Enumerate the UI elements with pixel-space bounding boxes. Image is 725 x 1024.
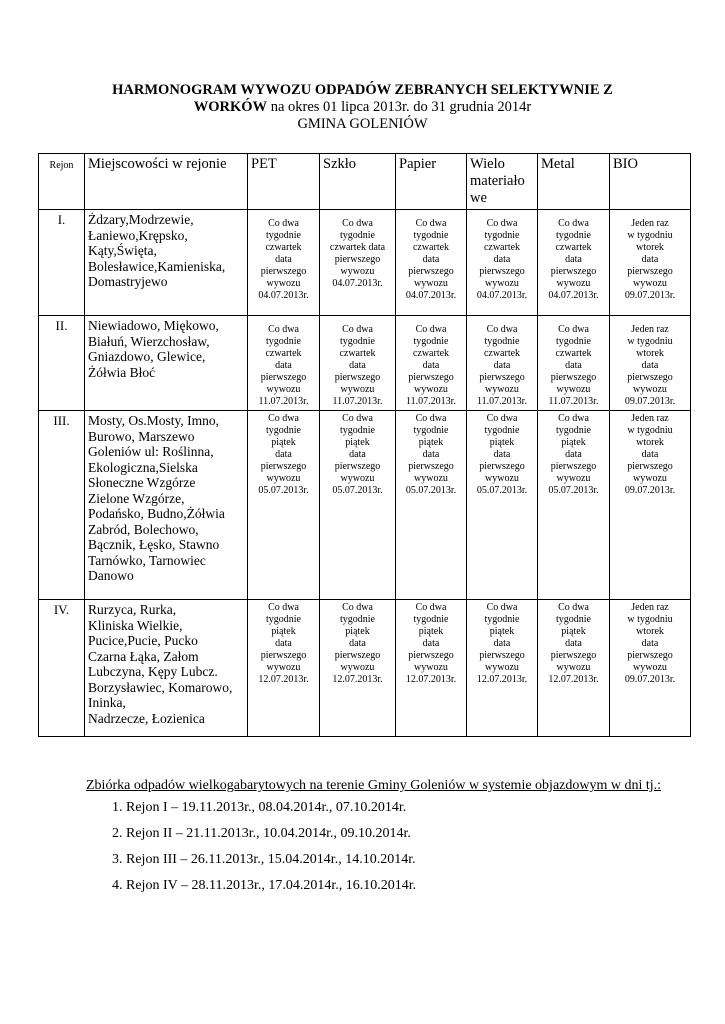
cell-line: tygodnie (340, 230, 375, 241)
cell-line: Co dwa (486, 413, 518, 424)
cell-line: data (275, 360, 292, 371)
header-towns: Miejscowości w rejonie (85, 154, 248, 210)
bulky-waste-section (86, 778, 686, 904)
rejon-cell: IV. (39, 600, 85, 737)
cell-line: wywozu (633, 473, 667, 484)
town-line: Lubczyna, Kępy Lubcz. (88, 664, 218, 679)
cell-line: czwartek (265, 242, 302, 253)
cell-line: piątek (489, 626, 515, 637)
cell-line: czwartek (412, 348, 450, 359)
cell-line: data (422, 254, 440, 265)
cell-line: tygodnie (556, 614, 591, 625)
cell-line: Jeden raz (631, 413, 669, 424)
town-line: Słoneczne Wzgórze (88, 475, 196, 490)
document-title (0, 82, 725, 133)
schedule-cell-bio (610, 316, 691, 411)
schedule-cell-bio (610, 210, 691, 316)
cell-line: tygodnie (340, 425, 375, 436)
town-line: Łaniewo,Krępsko, (88, 227, 188, 243)
cell-line: tygodnie (340, 336, 375, 347)
cell-line: wywozu (485, 473, 519, 484)
cell-line: data (641, 638, 659, 649)
cell-line: Co dwa (558, 413, 589, 424)
header-metal: Metal (538, 154, 610, 210)
cell-line: pierwszego (260, 461, 307, 472)
title-line-2 (0, 99, 725, 116)
cell-line: tygodnie (266, 336, 301, 347)
cell-line: wywozu (414, 384, 448, 395)
cell-line: Co dwa (415, 413, 447, 424)
cell-line: wywozu (266, 384, 301, 395)
header-multimaterial: Wielo materiało we (467, 154, 538, 210)
cell-line: 04.07.2013r. (476, 290, 528, 301)
cell-line: Co dwa (268, 324, 299, 335)
cell-line: Co dwa (558, 324, 589, 335)
header-glass: Szkło (320, 154, 396, 210)
cell-line: Co dwa (486, 218, 518, 229)
cell-line: data (349, 638, 366, 649)
cell-line: w tygodniu (627, 425, 673, 436)
schedule-cell-paper (396, 411, 467, 600)
cell-line: pierwszego (627, 372, 673, 383)
cell-line: data (565, 449, 582, 460)
cell-line: 04.07.2013r. (332, 278, 383, 289)
header-bio: BIO (610, 154, 691, 210)
cell-line: data (565, 638, 582, 649)
cell-line: tygodnie (413, 425, 449, 436)
town-line: Borzysławiec, Komarowo, (88, 679, 233, 695)
cell-line: 04.07.2013r. (405, 290, 457, 301)
cell-line: wywozu (633, 384, 667, 395)
cell-line: pierwszego (334, 372, 381, 383)
cell-line: w tygodniu (627, 614, 673, 625)
title-line-2-bold: WORKÓW (193, 99, 268, 115)
towns-cell (85, 210, 248, 316)
cell-line: tygodnie (556, 425, 591, 436)
cell-line: pierwszego (550, 372, 597, 383)
cell-line: Jeden raz (631, 218, 669, 229)
cell-line: 11.07.2013r. (332, 396, 383, 407)
cell-line: 05.07.2013r. (405, 485, 457, 496)
cell-line: Co dwa (268, 602, 299, 613)
cell-line: data (565, 360, 582, 371)
cell-line: pierwszego (479, 372, 525, 383)
cell-line: data (275, 449, 292, 460)
schedule-cell-glass (320, 210, 396, 316)
cell-line: tygodnie (484, 336, 520, 347)
cell-line: Co dwa (268, 413, 299, 424)
town-line: Bolesławice,Kamieniska, (88, 258, 226, 274)
cell-line: 12.07.2013r. (548, 674, 599, 685)
cell-line: wywozu (340, 662, 375, 673)
cell-line: data (422, 638, 440, 649)
schedule-cell-bio (610, 600, 691, 737)
cell-line: Co dwa (342, 218, 373, 229)
cell-line: wywozu (266, 662, 301, 673)
cell-line: tygodnie (340, 614, 375, 625)
cell-line: piątek (271, 626, 296, 637)
cell-line: czwartek (555, 242, 592, 253)
cell-line: Co dwa (558, 218, 589, 229)
schedule-cell-glass (320, 316, 396, 411)
town-line: Pucice,Pucie, Pucko (88, 633, 198, 648)
cell-line: 05.07.2013r. (258, 485, 309, 496)
cell-line: data (565, 254, 582, 265)
town-line: Kąty,Święta, (88, 243, 157, 258)
cell-line: 05.07.2013r. (332, 485, 383, 496)
cell-line: w tygodniu (627, 230, 673, 241)
cell-line: tygodnie (556, 230, 591, 241)
town-line: Danowo (88, 568, 134, 583)
cell-line: data (641, 449, 659, 460)
schedule-cell-paper (396, 600, 467, 737)
cell-line: piątek (418, 437, 444, 448)
schedule-cell-pet (248, 600, 320, 737)
list-item: 2. Rejon II – 21.11.2013r., 10.04.2014r., 09.10.2014r. (126, 826, 686, 842)
cell-line: wywozu (485, 384, 519, 395)
town-line: Żółwia Błoć (88, 364, 156, 380)
cell-line: wywozu (556, 278, 591, 289)
cell-line: tygodnie (413, 230, 449, 241)
cell-line: 12.07.2013r. (258, 674, 309, 685)
cell-line: piątek (345, 626, 370, 637)
cell-line: pierwszego (550, 266, 597, 277)
schedule-cell-pet (248, 316, 320, 411)
cell-line: 09.07.2013r. (624, 290, 676, 301)
cell-line: data (493, 449, 511, 460)
town-line: Gniazdowo, Glewice, (88, 349, 206, 364)
cell-line: pierwszego (408, 372, 454, 383)
cell-line: Jeden raz (631, 324, 669, 335)
town-line: Ininka, (88, 695, 126, 710)
cell-line: wywozu (556, 662, 591, 673)
cell-line: piątek (345, 437, 370, 448)
bulky-waste-intro: Zbiórka odpadów wielkogabarytowych na terenie Gminy Goleniów w systemie objazdowym w dni tj.: (86, 778, 662, 793)
bulky-waste-list (86, 800, 686, 894)
cell-line: wtorek (636, 626, 664, 637)
schedule-table (38, 153, 691, 737)
schedule-cell-pet (248, 210, 320, 316)
cell-line: pierwszego (260, 372, 307, 383)
towns-cell (85, 600, 248, 737)
cell-line: 12.07.2013r. (476, 674, 528, 685)
town-line: Ekologiczna,Sielska (88, 459, 198, 475)
cell-line: 05.07.2013r. (476, 485, 528, 496)
cell-line: 04.07.2013r. (258, 290, 309, 301)
schedule-cell-bio (610, 411, 691, 600)
cell-line: pierwszego (334, 650, 381, 661)
cell-line: Co dwa (558, 602, 589, 613)
town-line: Czarna Łąka, Załom (88, 648, 199, 664)
cell-line: pierwszego (408, 461, 454, 472)
cell-line: pierwszego (334, 254, 381, 265)
town-line: Niewiadowo, Miękowo, (88, 318, 219, 333)
cell-line: pierwszego (550, 461, 597, 472)
town-line: Podańsko, Budno,Żółwia (88, 506, 225, 521)
cell-line: wywozu (414, 473, 448, 484)
cell-line: Co dwa (486, 602, 518, 613)
cell-line: data (422, 360, 440, 371)
cell-line: 12.07.2013r. (332, 674, 383, 685)
title-line-3: GMINA GOLENIÓW (297, 116, 428, 132)
cell-line: 09.07.2013r. (624, 674, 676, 685)
cell-line: pierwszego (479, 461, 525, 472)
town-line: Nadrzecze, Łozienica (88, 710, 205, 726)
cell-line: 12.07.2013r. (405, 674, 457, 685)
town-line: Zabród, Bolechowo, (88, 521, 199, 537)
schedule-cell-paper (396, 210, 467, 316)
cell-line: data (493, 638, 511, 649)
cell-line: Co dwa (486, 324, 518, 335)
cell-line: Co dwa (268, 218, 299, 229)
cell-line: piątek (418, 626, 444, 637)
cell-line: 04.07.2013r. (548, 290, 599, 301)
cell-line: tygodnie (413, 614, 449, 625)
cell-line: pierwszego (408, 650, 454, 661)
towns-cell (85, 316, 248, 411)
cell-line: piątek (271, 437, 296, 448)
cell-line: 11.07.2013r. (258, 396, 309, 407)
header-rejon: Rejon (39, 154, 85, 210)
cell-line: czwartek (412, 242, 450, 253)
cell-line: tygodnie (413, 336, 449, 347)
cell-line: Co dwa (342, 413, 373, 424)
cell-line: wywozu (340, 473, 375, 484)
town-line: Domastryjewo (88, 274, 168, 289)
cell-line: data (349, 449, 366, 460)
town-line: Białuń, Wierzchosław, (88, 333, 210, 349)
cell-line: wywozu (633, 662, 667, 673)
town-line: Bącznik, Łęsko, Stawno (88, 537, 220, 552)
cell-line: tygodnie (484, 425, 520, 436)
cell-line: pierwszego (550, 650, 597, 661)
cell-line: Co dwa (342, 324, 373, 335)
cell-line: data (349, 360, 366, 371)
cell-line: tygodnie (556, 336, 591, 347)
cell-line: czwartek (483, 242, 521, 253)
schedule-cell-metal (538, 600, 610, 737)
cell-line: pierwszego (260, 650, 307, 661)
cell-line: czwartek (555, 348, 592, 359)
cell-line: wywozu (340, 384, 375, 395)
cell-line: data (493, 254, 511, 265)
cell-line: piątek (561, 626, 586, 637)
cell-line: czwartek (265, 348, 302, 359)
town-line: Żdzary,Modrzewie, (88, 212, 194, 227)
cell-line: wywozu (266, 278, 301, 289)
rejon-cell: II. (39, 316, 85, 411)
cell-line: 11.07.2013r. (406, 396, 456, 407)
list-item: 1. Rejon I – 19.11.2013r., 08.04.2014r., 07.10.2014r. (126, 800, 686, 816)
town-line: Goleniów ul: Roślinna, (88, 444, 214, 459)
cell-line: 11.07.2013r. (548, 396, 599, 407)
cell-line: data (422, 449, 440, 460)
schedule-cell-metal (538, 210, 610, 316)
cell-line: data (641, 360, 659, 371)
cell-line: wywozu (414, 662, 448, 673)
schedule-cell-multimaterial (467, 210, 538, 316)
table-row (39, 411, 691, 600)
cell-line: tygodnie (266, 425, 301, 436)
cell-line: czwartek (483, 348, 521, 359)
cell-line: Jeden raz (631, 602, 669, 613)
title-line-2-rest: na okres 01 lipca 2013r. do 31 grudnia 2014r (267, 99, 532, 115)
cell-line: wywozu (556, 384, 591, 395)
cell-line: wywozu (414, 278, 448, 289)
cell-line: data (493, 360, 511, 371)
cell-line: pierwszego (334, 461, 381, 472)
table-row (39, 316, 691, 411)
cell-line: wywozu (633, 278, 667, 289)
cell-line: piątek (561, 437, 586, 448)
header-pet: PET (248, 154, 320, 210)
town-line: Zielone Wzgórze, (88, 490, 185, 506)
table-row (39, 600, 691, 737)
list-item: 4. Rejon IV – 28.11.2013r., 17.04.2014r., 16.10.2014r. (126, 878, 686, 894)
cell-line: czwartek (339, 348, 376, 359)
town-line: Kliniska Wielkie, (88, 617, 183, 633)
schedule-cell-glass (320, 411, 396, 600)
schedule-cell-pet (248, 411, 320, 600)
cell-line: tygodnie (484, 230, 520, 241)
cell-line: 11.07.2013r. (477, 396, 527, 407)
schedule-cell-multimaterial (467, 316, 538, 411)
schedule-cell-multimaterial (467, 411, 538, 600)
cell-line: wywozu (485, 278, 519, 289)
cell-line: pierwszego (479, 266, 525, 277)
cell-line: data (275, 254, 292, 265)
cell-line: tygodnie (266, 614, 301, 625)
cell-line: wtorek (636, 437, 664, 448)
cell-line: pierwszego (627, 461, 673, 472)
cell-line: w tygodniu (627, 336, 673, 347)
cell-line: Co dwa (342, 602, 373, 613)
cell-line: Co dwa (415, 218, 447, 229)
rejon-cell: I. (39, 210, 85, 316)
cell-line: wtorek (636, 242, 664, 253)
cell-line: wtorek (636, 348, 664, 359)
cell-line: pierwszego (627, 266, 673, 277)
list-item: 3. Rejon III – 26.11.2013r., 15.04.2014r., 14.10.2014r. (126, 852, 686, 868)
cell-line: wywozu (485, 662, 519, 673)
cell-line: pierwszego (479, 650, 525, 661)
cell-line: pierwszego (627, 650, 673, 661)
rejon-cell: III. (39, 411, 85, 600)
schedule-cell-metal (538, 411, 610, 600)
cell-line: pierwszego (260, 266, 307, 277)
town-line: Mosty, Os.Mosty, Imno, (88, 413, 220, 428)
cell-line: czwartek data (329, 242, 386, 253)
cell-line: wywozu (556, 473, 591, 484)
cell-line: 09.07.2013r. (624, 396, 676, 407)
town-line: Rurzyca, Rurka, (88, 602, 177, 617)
cell-line: wywozu (340, 266, 375, 277)
town-line: Burowo, Marszewo (88, 428, 195, 444)
cell-line: data (275, 638, 292, 649)
header-paper: Papier (396, 154, 467, 210)
cell-line: pierwszego (408, 266, 454, 277)
cell-line: data (641, 254, 659, 265)
schedule-cell-glass (320, 600, 396, 737)
table-row (39, 210, 691, 316)
table-header-row (39, 154, 691, 210)
cell-line: Co dwa (415, 602, 447, 613)
cell-line: 09.07.2013r. (624, 485, 676, 496)
cell-line: tygodnie (484, 614, 520, 625)
town-line: Tarnówko, Tarnowiec (88, 552, 206, 568)
schedule-cell-paper (396, 316, 467, 411)
towns-cell (85, 411, 248, 600)
cell-line: wywozu (266, 473, 301, 484)
schedule-cell-multimaterial (467, 600, 538, 737)
cell-line: piątek (489, 437, 515, 448)
title-line-1: HARMONOGRAM WYWOZU ODPADÓW ZEBRANYCH SELEKTYWNIE Z (112, 82, 613, 98)
cell-line: Co dwa (415, 324, 447, 335)
cell-line: 05.07.2013r. (548, 485, 599, 496)
schedule-cell-metal (538, 316, 610, 411)
cell-line: tygodnie (266, 230, 301, 241)
